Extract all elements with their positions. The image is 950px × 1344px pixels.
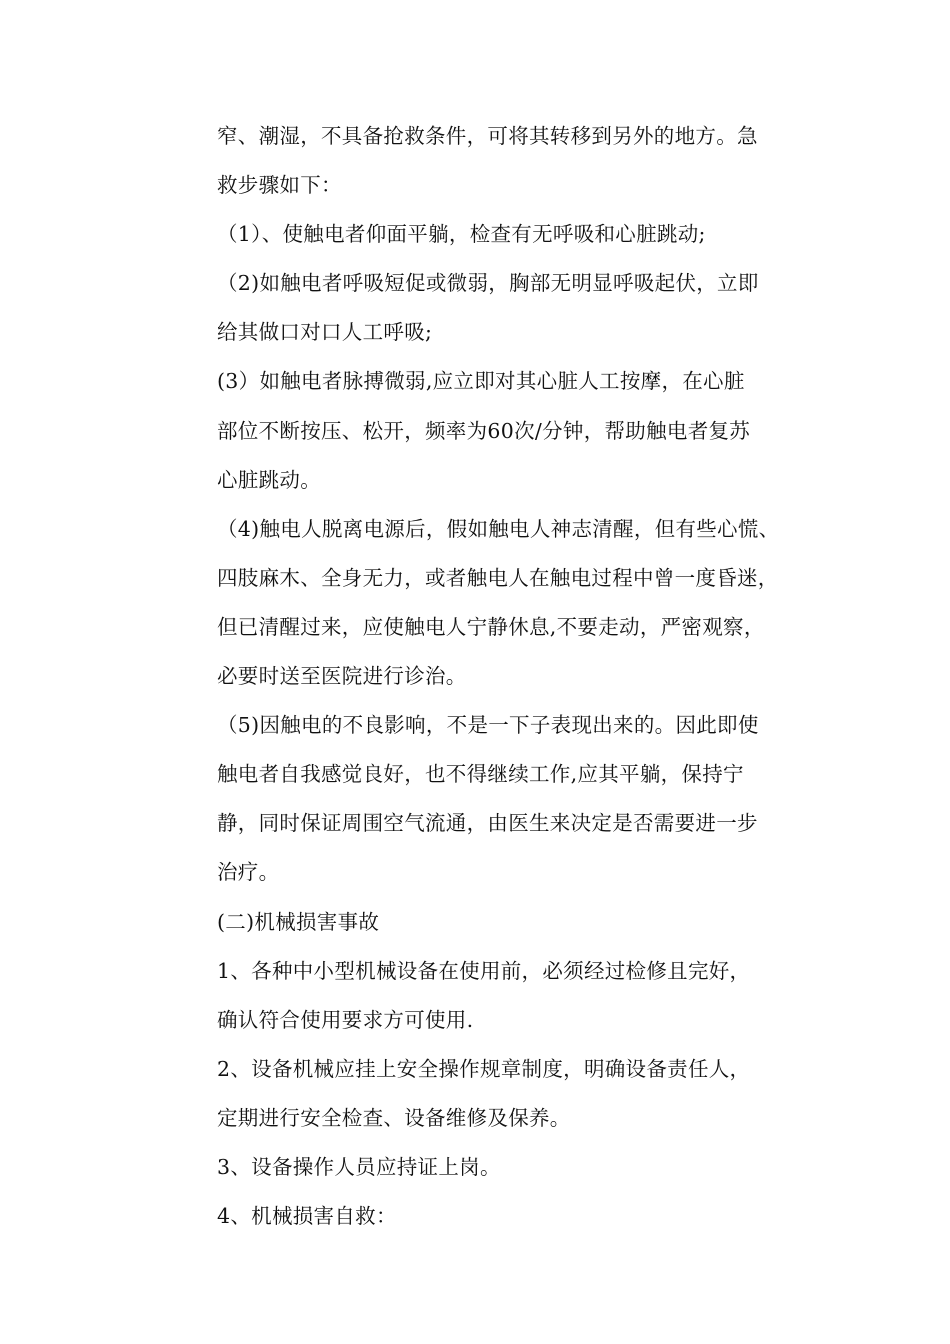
text-line: 部位不断按压、松开，频率为60次/分钟，帮助触电者复苏 <box>217 418 751 443</box>
text-line: 确认符合使用要求方可使用. <box>217 1007 474 1032</box>
section-heading: (二)机械损害事故 <box>217 909 380 934</box>
text-line: 必要时送至医院进行诊治。 <box>217 664 467 689</box>
text-line: 心脏跳动。 <box>217 467 321 492</box>
text-line: 救步骤如下： <box>217 173 342 198</box>
text-line: 4、机械损害自救： <box>217 1204 397 1229</box>
document-body <box>217 112 817 1241</box>
text-line: 静，同时保证周围空气流通，由医生来决定是否需要进一步 <box>217 811 758 836</box>
text-line: （2)如触电者呼吸短促或微弱，胸部无明显呼吸起伏，立即 <box>217 271 759 296</box>
text-line: （4)触电人脱离电源后，假如触电人神志清醒，但有些心慌、 <box>217 516 780 541</box>
text-line: 四肢麻木、全身无力，或者触电人在触电过程中曾一度昏迷， <box>217 565 779 590</box>
text-line: 给其做口对口人工呼吸; <box>217 320 433 345</box>
text-line: 1、各种中小型机械设备在使用前，必须经过检修且完好， <box>217 958 751 983</box>
text-line: 窄、潮湿，不具备抢救条件，可将其转移到另外的地方。急 <box>217 124 758 148</box>
text-line: （1）、使触电者仰面平躺，检查有无呼吸和心脏跳动; <box>217 222 706 247</box>
text-line: （5)因触电的不良影响，不是一下子表现出来的。因此即使 <box>217 713 759 738</box>
text-line: 触电者自我感觉良好，也不得继续工作,应其平躺，保持宁 <box>217 762 744 787</box>
text-line: 治疗。 <box>217 860 280 885</box>
text-line: 2、设备机械应挂上安全操作规章制度，明确设备责任人， <box>217 1056 751 1081</box>
text-line: (3）如触电者脉搏微弱,应立即对其心脏人工按摩，在心脏 <box>217 369 745 394</box>
text-line: 定期进行安全检查、设备维修及保养。 <box>217 1105 571 1130</box>
text-line: 3、设备操作人员应持证上岗。 <box>217 1154 501 1179</box>
text-line: 但已清醒过来，应使触电人宁静休息,不要走动，严密观察， <box>217 614 765 639</box>
